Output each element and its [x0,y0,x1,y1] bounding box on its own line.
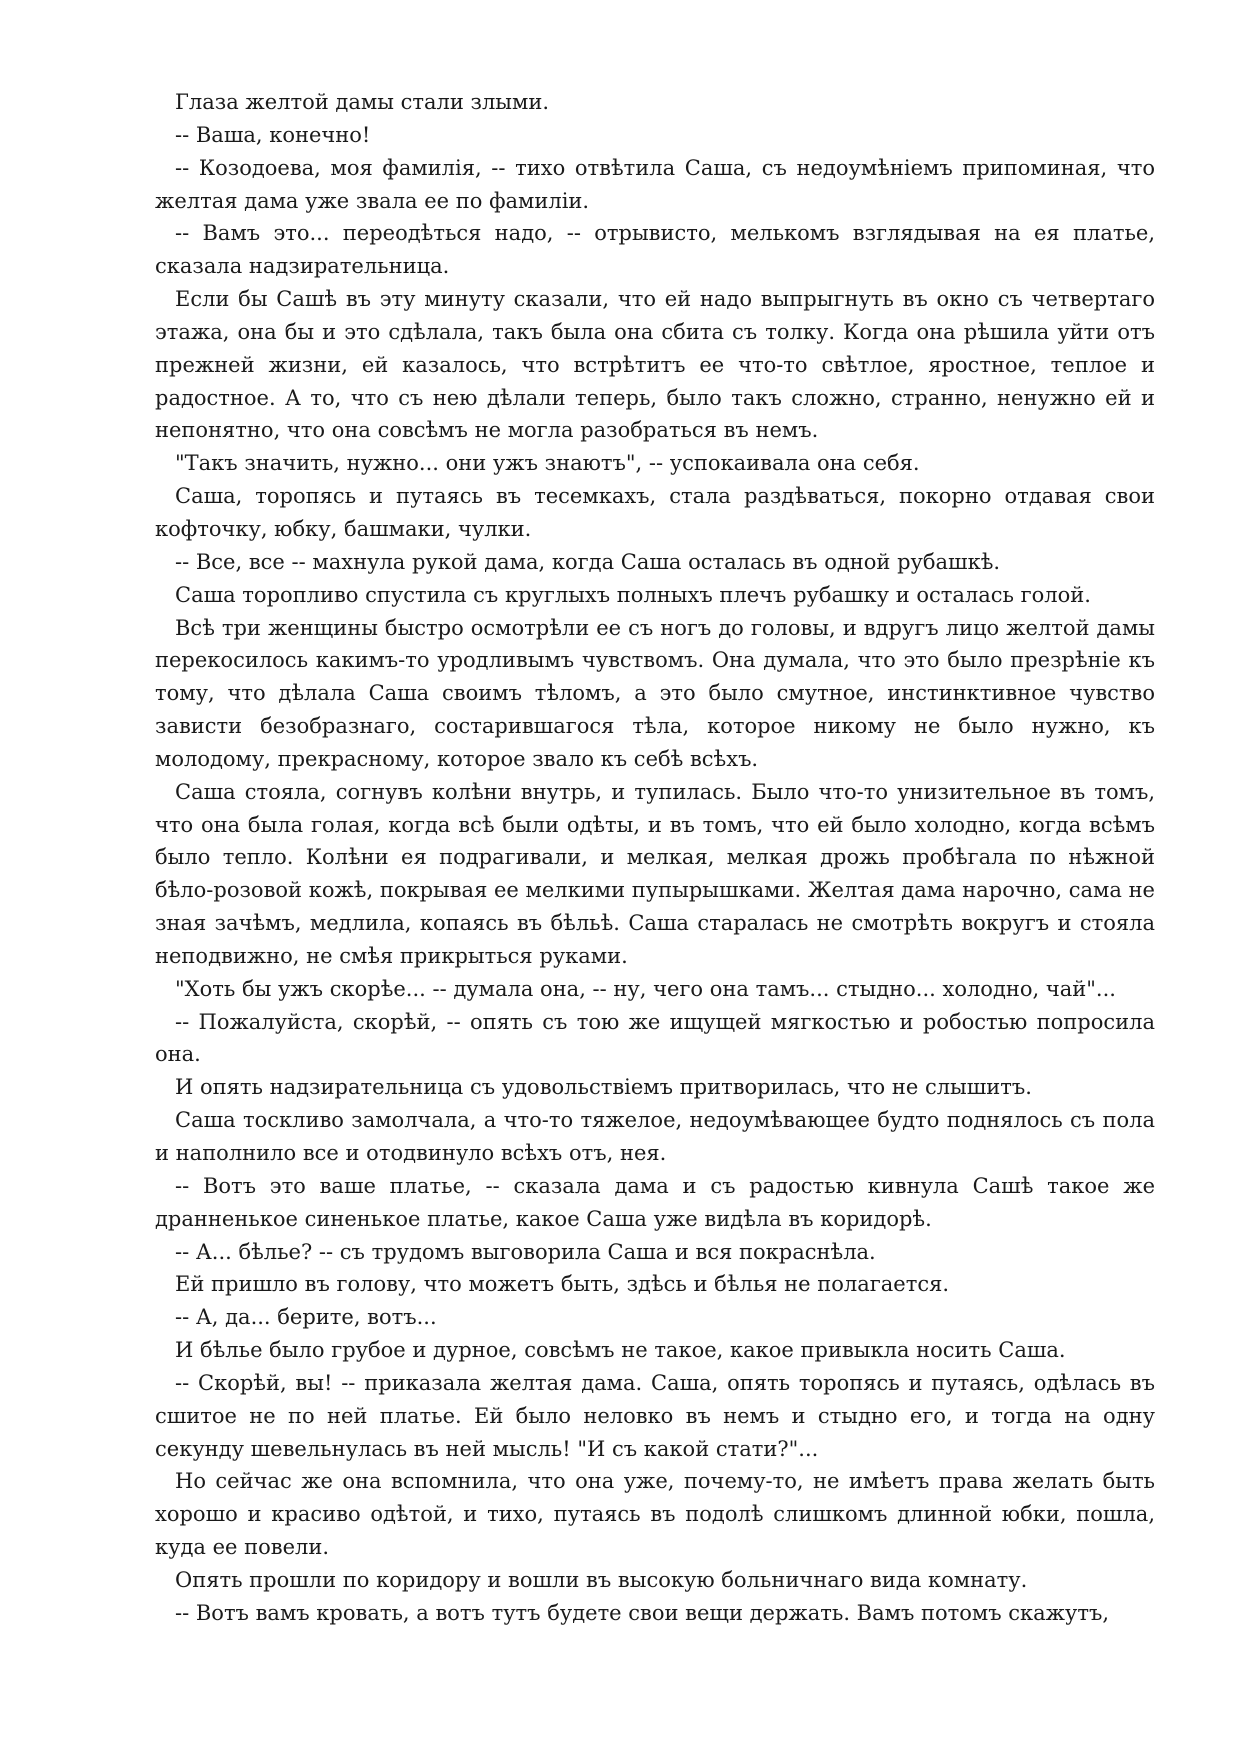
paragraph: -- Все, все -- махнула рукой дама, когда Саша осталась въ одной рубашкѣ. [175,549,1001,574]
paragraph: -- Вотъ вамъ кровать, а вотъ тутъ будете свои вещи держать. Вамъ потомъ скажутъ, [175,1600,1109,1625]
paragraph: Саша стояла, согнувъ колѣни внутрь, и тупилась. Было что-то унизительное въ томъ, что она была голая, когда всѣ были одѣты, и въ томъ, что ей было холодно, когда всѣмъ было тепло. Колѣни ея подрагивали, и мелкая, мелкая дрожь пробѣгала по нѣжной бѣло-розовой кожѣ, покрывая ее мелкими пупырышками. Желтая дама нарочно, сама не зная зачѣмъ, медлила, копаясь въ бѣльѣ. Саша старалась не смотрѣть вокругъ и стояла неподвижно, не смѣя прикрыться руками. [155,779,1155,968]
paragraph: Саша тоскливо замолчала, а что-то тяжелое, недоумѣвающее будто поднялось съ пола и наполнило все и отодвинуло всѣхъ отъ, нея. [155,1108,1155,1165]
paragraph: -- Козодоева, моя фамилія, -- тихо отвѣтила Саша, съ недоумѣніемъ припоминая, что желтая дама уже звала ее по фамиліи. [155,155,1155,213]
paragraph: Опять прошли по коридору и вошли въ высокую больничнаго вида комнату. [175,1567,1028,1592]
paragraph: Если бы Сашѣ въ эту минуту сказали, что ей надо выпрыгнуть въ окно съ четвертаго этажа, она бы и это сдѣлала, такъ была она сбита съ толку. Когда она рѣшила уйти отъ прежней жизни, ей казалось, что встрѣтитъ ее что-то свѣтлое, яростное, теплое и радостное. А то, что съ нею дѣлали теперь, было такъ сложно, странно, ненужно ей и непонятно, что она совсѣмъ не могла разобраться въ немъ. [155,287,1155,443]
paragraph: Глаза желтой дамы стали злыми. [175,90,550,114]
paragraph: -- Вамъ это... переодѣться надо, -- отрывисто, мелькомъ взглядывая на ея платье, сказала надзирательница. [155,221,1155,279]
paragraph: Саша торопливо спустила съ круглыхъ полныхъ плечъ рубашку и осталась голой. [175,582,1091,607]
paragraph: "Такъ значить, нужно... они ужъ знаютъ", -- успокаивала она себя. [175,451,920,476]
paragraph: -- Скорѣй, вы! -- приказала желтая дама. Саша, опять торопясь и путаясь, одѣлась въ сшитое не по ней платье. Ей было неловко въ немъ и стыдно его, и тогда на одну секунду шевельнулась въ ней мысль! "И съ какой стати?"... [155,1370,1155,1461]
paragraph: Всѣ три женщины быстро осмотрѣли ее съ ногъ до головы, и вдругъ лицо желтой дамы перекосилось какимъ-то уродливымъ чувствомъ. Она думала, что это было презрѣніе къ тому, что дѣлала Саша своимъ тѣломъ, а это было смутное, инстинктивное чувство зависти безобразнаго, состарившагося тѣла, которое никому не было нужно, къ молодому, прекрасному, которое звало къ себѣ всѣхъ. [155,615,1155,771]
paragraph: -- А... бѣлье? -- съ трудомъ выговорила Саша и вся покраснѣла. [175,1239,876,1264]
paragraph: -- Пожалуйста, скорѣй, -- опять съ тою же ищущей мягкостью и робостью попросила она. [155,1009,1155,1067]
paragraph: Ей пришло въ голову, что можетъ быть, здѣсь и бѣлья не полагается. [175,1272,950,1297]
paragraph: И опять надзирательница съ удовольствіемъ притворилась, что не слышитъ. [175,1075,1032,1100]
paragraph: "Хоть бы ужъ скорѣе... -- думала она, -- ну, чего она тамъ... стыдно... холодно, чай"... [175,976,1116,1001]
paragraph: Но сейчас же она вспомнила, что она уже, почему-то, не имѣетъ права желать быть хорошо и красиво одѣтой, и тихо, путаясь въ подолѣ слишкомъ длинной юбки, пошла, куда ее повели. [155,1469,1155,1560]
paragraph: -- А, да... берите, вотъ... [175,1305,437,1330]
paragraph: -- Ваша, конечно! [175,122,371,147]
paragraph: Саша, торопясь и путаясь въ тесемкахъ, стала раздѣваться, покорно отдавая свои кофточку, юбку, башмаки, чулки. [155,484,1155,541]
paragraph: И бѣлье было грубое и дурное, совсѣмъ не такое, какое привыкла носить Саша. [175,1338,1066,1363]
paragraph: -- Вотъ это ваше платье, -- сказала дама и съ радостью кивнула Сашѣ такое же дранненькое синенькое платье, какое Саша уже видѣла въ коридорѣ. [155,1173,1155,1231]
document-text [155,86,1155,1630]
